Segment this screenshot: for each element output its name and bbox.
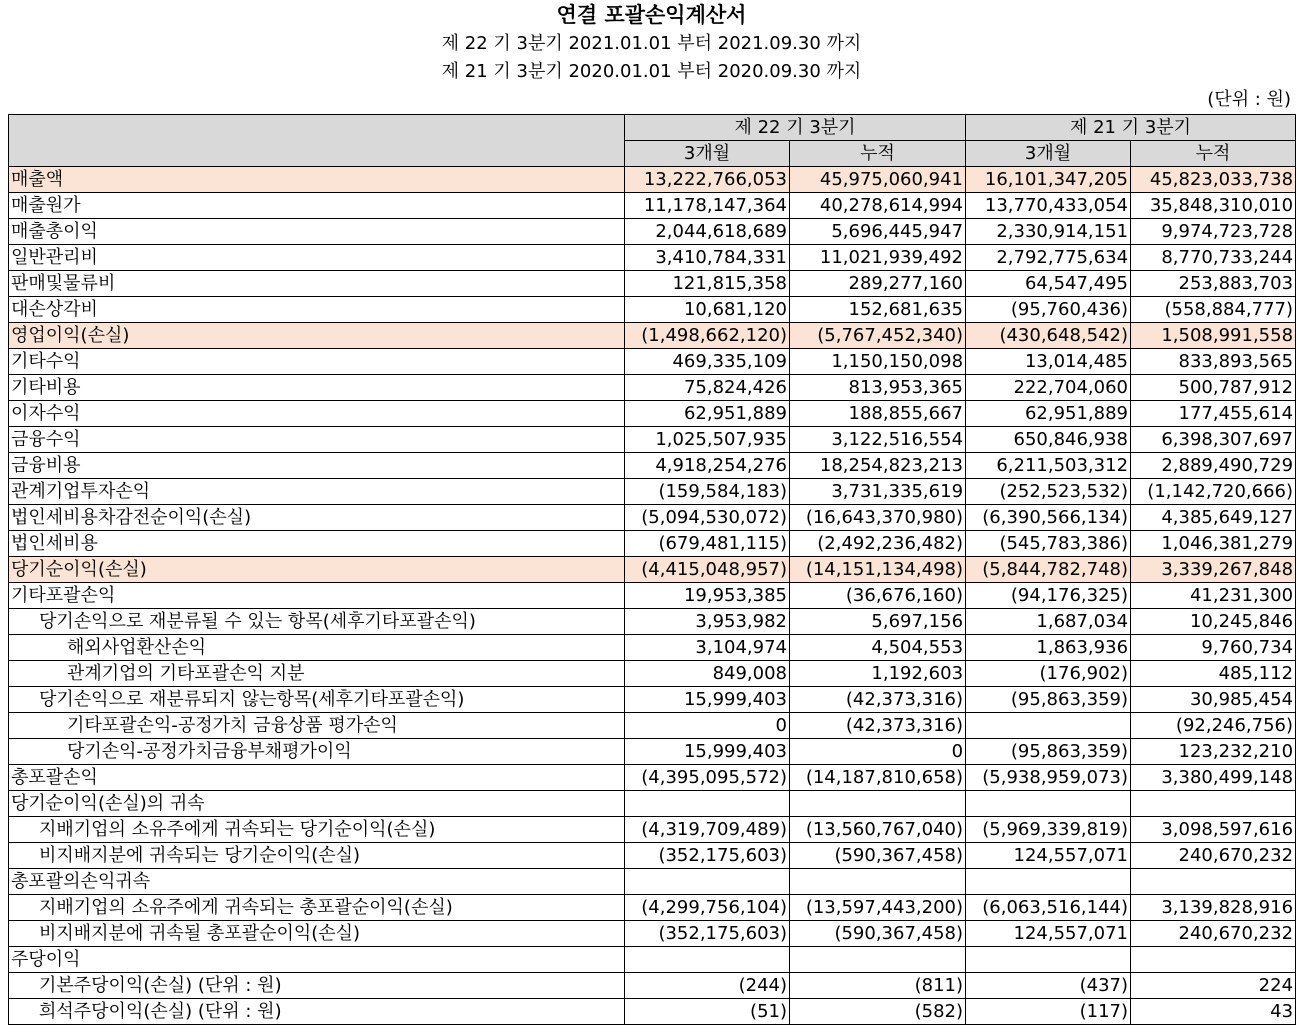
amount-cell: 10,681,120 [625, 297, 790, 323]
amount-cell: (95,863,359) [966, 739, 1131, 765]
header-current-3m: 3개월 [625, 141, 790, 167]
account-label: 비지배지분에 귀속될 총포괄순이익(손실) [9, 921, 625, 947]
amount-cell: 849,008 [625, 661, 790, 687]
table-row [9, 349, 1296, 375]
table-row [9, 531, 1296, 557]
table-row [9, 245, 1296, 271]
amount-cell: (558,884,777) [1131, 297, 1296, 323]
amount-cell: 289,277,160 [790, 271, 966, 297]
account-label: 법인세비용차감전순이익(손실) [9, 505, 625, 531]
header-row-groups [9, 115, 1296, 141]
table-row [9, 921, 1296, 947]
amount-cell [790, 869, 966, 895]
amount-cell: (590,367,458) [790, 843, 966, 869]
amount-cell: (36,676,160) [790, 583, 966, 609]
table-row [9, 271, 1296, 297]
table-row [9, 973, 1296, 999]
amount-cell: 45,823,033,738 [1131, 167, 1296, 193]
amount-cell: 3,122,516,554 [790, 427, 966, 453]
account-label: 지배기업의 소유주에게 귀속되는 총포괄순이익(손실) [9, 895, 625, 921]
table-row [9, 765, 1296, 791]
amount-cell [966, 713, 1131, 739]
table-row [9, 739, 1296, 765]
amount-cell [966, 947, 1131, 973]
amount-cell: 62,951,889 [966, 401, 1131, 427]
account-label: 이자수익 [9, 401, 625, 427]
amount-cell: (430,648,542) [966, 323, 1131, 349]
account-label: 기타포괄손익-공정가치 금융상품 평가손익 [9, 713, 625, 739]
account-label: 주당이익 [9, 947, 625, 973]
account-label: 당기순이익(손실)의 귀속 [9, 791, 625, 817]
amount-cell: (42,373,316) [790, 687, 966, 713]
amount-cell [1131, 947, 1296, 973]
table-row [9, 895, 1296, 921]
amount-cell: 1,192,603 [790, 661, 966, 687]
account-label: 대손상각비 [9, 297, 625, 323]
amount-cell: 3,380,499,148 [1131, 765, 1296, 791]
amount-cell: (14,187,810,658) [790, 765, 966, 791]
header-prior-3m: 3개월 [966, 141, 1131, 167]
amount-cell: 45,975,060,941 [790, 167, 966, 193]
amount-cell: (252,523,532) [966, 479, 1131, 505]
period-current: 제 22 기 3분기 2021.01.01 부터 2021.09.30 까지 [441, 33, 862, 54]
account-label: 기타비용 [9, 375, 625, 401]
amount-cell: 4,504,553 [790, 635, 966, 661]
amount-cell: (95,760,436) [966, 297, 1131, 323]
amount-cell: 16,101,347,205 [966, 167, 1131, 193]
amount-cell: 3,104,974 [625, 635, 790, 661]
amount-cell [966, 869, 1131, 895]
amount-cell: 3,731,335,619 [790, 479, 966, 505]
amount-cell: (4,319,709,489) [625, 817, 790, 843]
amount-cell [790, 947, 966, 973]
amount-cell: 123,232,210 [1131, 739, 1296, 765]
amount-cell: 62,951,889 [625, 401, 790, 427]
table-row [9, 167, 1296, 193]
header-prior-period: 제 21 기 3분기 [966, 115, 1296, 141]
amount-cell: 75,824,426 [625, 375, 790, 401]
amount-cell: 124,557,071 [966, 843, 1131, 869]
amount-cell: 4,918,254,276 [625, 453, 790, 479]
header-current-period: 제 22 기 3분기 [625, 115, 966, 141]
amount-cell: (5,844,782,748) [966, 557, 1131, 583]
amount-cell: 253,883,703 [1131, 271, 1296, 297]
amount-cell: (95,863,359) [966, 687, 1131, 713]
account-label: 당기순이익(손실) [9, 557, 625, 583]
amount-cell: 6,398,307,697 [1131, 427, 1296, 453]
table-row [9, 557, 1296, 583]
amount-cell: 15,999,403 [625, 739, 790, 765]
amount-cell: 1,508,991,558 [1131, 323, 1296, 349]
table-row [9, 375, 1296, 401]
amount-cell: 4,385,649,127 [1131, 505, 1296, 531]
amount-cell: 222,704,060 [966, 375, 1131, 401]
amount-cell [625, 869, 790, 895]
amount-cell: (42,373,316) [790, 713, 966, 739]
amount-cell [1131, 791, 1296, 817]
amount-cell: 2,330,914,151 [966, 219, 1131, 245]
unit-label: (단위 : 원) [1207, 89, 1291, 110]
amount-cell: 5,697,156 [790, 609, 966, 635]
amount-cell: 3,339,267,848 [1131, 557, 1296, 583]
account-label: 기타포괄손익 [9, 583, 625, 609]
table-row [9, 453, 1296, 479]
amount-cell [625, 947, 790, 973]
amount-cell: 0 [790, 739, 966, 765]
amount-cell [790, 791, 966, 817]
account-label: 매출원가 [9, 193, 625, 219]
account-label: 총포괄손익 [9, 765, 625, 791]
amount-cell: (176,902) [966, 661, 1131, 687]
amount-cell: 19,953,385 [625, 583, 790, 609]
amount-cell: 2,044,618,689 [625, 219, 790, 245]
amount-cell: (13,597,443,200) [790, 895, 966, 921]
account-label: 관계기업투자손익 [9, 479, 625, 505]
amount-cell: 3,953,982 [625, 609, 790, 635]
amount-cell: 1,025,507,935 [625, 427, 790, 453]
table-row [9, 297, 1296, 323]
amount-cell: (545,783,386) [966, 531, 1131, 557]
amount-cell: 240,670,232 [1131, 843, 1296, 869]
amount-cell: 5,696,445,947 [790, 219, 966, 245]
table-row [9, 661, 1296, 687]
table-row [9, 401, 1296, 427]
header-account-cell [9, 115, 625, 167]
amount-cell: (437) [966, 973, 1131, 999]
amount-cell: 469,335,109 [625, 349, 790, 375]
account-label: 매출총이익 [9, 219, 625, 245]
amount-cell: 10,245,846 [1131, 609, 1296, 635]
amount-cell: 40,278,614,994 [790, 193, 966, 219]
amount-cell: (5,938,959,073) [966, 765, 1131, 791]
amount-cell: 224 [1131, 973, 1296, 999]
amount-cell: 6,211,503,312 [966, 453, 1131, 479]
amount-cell: 3,410,784,331 [625, 245, 790, 271]
table-row [9, 479, 1296, 505]
period-prior: 제 21 기 3분기 2020.01.01 부터 2020.09.30 까지 [441, 61, 862, 82]
amount-cell: (4,299,756,104) [625, 895, 790, 921]
amount-cell: 15,999,403 [625, 687, 790, 713]
account-label: 기타수익 [9, 349, 625, 375]
amount-cell: (92,246,756) [1131, 713, 1296, 739]
account-label: 법인세비용 [9, 531, 625, 557]
amount-cell: (51) [625, 999, 790, 1025]
amount-cell: (4,415,048,957) [625, 557, 790, 583]
amount-cell: 2,889,490,729 [1131, 453, 1296, 479]
table-row [9, 583, 1296, 609]
amount-cell [625, 791, 790, 817]
amount-cell: (5,969,339,819) [966, 817, 1131, 843]
table-row [9, 817, 1296, 843]
account-label: 당기손익-공정가치금융부채평가이익 [9, 739, 625, 765]
amount-cell: (16,643,370,980) [790, 505, 966, 531]
amount-cell: 121,815,358 [625, 271, 790, 297]
income-statement-table [8, 114, 1296, 1025]
amount-cell: 9,760,734 [1131, 635, 1296, 661]
amount-cell: 813,953,365 [790, 375, 966, 401]
amount-cell: (14,151,134,498) [790, 557, 966, 583]
account-label: 금융비용 [9, 453, 625, 479]
amount-cell: 500,787,912 [1131, 375, 1296, 401]
account-label: 일반관리비 [9, 245, 625, 271]
account-label: 영업이익(손실) [9, 323, 625, 349]
amount-cell: (582) [790, 999, 966, 1025]
amount-cell: 35,848,310,010 [1131, 193, 1296, 219]
statement-title: 연결 포괄손익계산서 [556, 3, 747, 27]
amount-cell: 30,985,454 [1131, 687, 1296, 713]
table-row [9, 999, 1296, 1025]
amount-cell: 152,681,635 [790, 297, 966, 323]
account-label: 당기손익으로 재분류되지 않는항목(세후기타포괄손익) [9, 687, 625, 713]
amount-cell: (1,142,720,666) [1131, 479, 1296, 505]
account-label: 당기손익으로 재분류될 수 있는 항목(세후기타포괄손익) [9, 609, 625, 635]
amount-cell: 0 [625, 713, 790, 739]
amount-cell: 124,557,071 [966, 921, 1131, 947]
amount-cell [1131, 869, 1296, 895]
amount-cell: 64,547,495 [966, 271, 1131, 297]
account-label: 기본주당이익(손실) (단위 : 원) [9, 973, 625, 999]
amount-cell: (5,767,452,340) [790, 323, 966, 349]
table-row [9, 713, 1296, 739]
amount-cell: (13,560,767,040) [790, 817, 966, 843]
account-label: 비지배지분에 귀속되는 당기순이익(손실) [9, 843, 625, 869]
amount-cell: 13,770,433,054 [966, 193, 1131, 219]
statement-body [9, 167, 1296, 1025]
amount-cell: 485,112 [1131, 661, 1296, 687]
account-label: 관계기업의 기타포괄손익 지분 [9, 661, 625, 687]
account-label: 매출액 [9, 167, 625, 193]
amount-cell: (117) [966, 999, 1131, 1025]
amount-cell: 43 [1131, 999, 1296, 1025]
amount-cell: (6,063,516,144) [966, 895, 1131, 921]
amount-cell: 1,150,150,098 [790, 349, 966, 375]
account-label: 희석주당이익(손실) (단위 : 원) [9, 999, 625, 1025]
amount-cell: (2,492,236,482) [790, 531, 966, 557]
amount-cell: 3,098,597,616 [1131, 817, 1296, 843]
amount-cell: 41,231,300 [1131, 583, 1296, 609]
amount-cell: 650,846,938 [966, 427, 1131, 453]
amount-cell: 1,046,381,279 [1131, 531, 1296, 557]
table-row [9, 609, 1296, 635]
amount-cell: 177,455,614 [1131, 401, 1296, 427]
amount-cell: 1,687,034 [966, 609, 1131, 635]
account-label: 지배기업의 소유주에게 귀속되는 당기순이익(손실) [9, 817, 625, 843]
amount-cell: 13,222,766,053 [625, 167, 790, 193]
table-row [9, 687, 1296, 713]
amount-cell: (94,176,325) [966, 583, 1131, 609]
header-current-cumulative: 누적 [790, 141, 966, 167]
amount-cell: (679,481,115) [625, 531, 790, 557]
account-label: 판매및물류비 [9, 271, 625, 297]
amount-cell: (1,498,662,120) [625, 323, 790, 349]
amount-cell: 833,893,565 [1131, 349, 1296, 375]
table-row [9, 219, 1296, 245]
table-row [9, 323, 1296, 349]
amount-cell: 18,254,823,213 [790, 453, 966, 479]
amount-cell: 8,770,733,244 [1131, 245, 1296, 271]
amount-cell: (590,367,458) [790, 921, 966, 947]
amount-cell: (4,395,095,572) [625, 765, 790, 791]
amount-cell: 240,670,232 [1131, 921, 1296, 947]
amount-cell: 11,178,147,364 [625, 193, 790, 219]
table-row [9, 947, 1296, 973]
table-row [9, 635, 1296, 661]
amount-cell: 13,014,485 [966, 349, 1131, 375]
amount-cell: (352,175,603) [625, 843, 790, 869]
account-label: 해외사업환산손익 [9, 635, 625, 661]
amount-cell: (5,094,530,072) [625, 505, 790, 531]
amount-cell: 9,974,723,728 [1131, 219, 1296, 245]
account-label: 총포괄의손익귀속 [9, 869, 625, 895]
amount-cell [966, 791, 1131, 817]
table-row [9, 869, 1296, 895]
table-row [9, 193, 1296, 219]
amount-cell: (811) [790, 973, 966, 999]
table-row [9, 843, 1296, 869]
account-label: 금융수익 [9, 427, 625, 453]
amount-cell: 2,792,775,634 [966, 245, 1131, 271]
amount-cell: 3,139,828,916 [1131, 895, 1296, 921]
amount-cell: (244) [625, 973, 790, 999]
amount-cell: (352,175,603) [625, 921, 790, 947]
amount-cell: (159,584,183) [625, 479, 790, 505]
amount-cell: 188,855,667 [790, 401, 966, 427]
amount-cell: (6,390,566,134) [966, 505, 1131, 531]
header-prior-cumulative: 누적 [1131, 141, 1296, 167]
table-row [9, 791, 1296, 817]
table-row [9, 427, 1296, 453]
amount-cell: 11,021,939,492 [790, 245, 966, 271]
amount-cell: 1,863,936 [966, 635, 1131, 661]
table-row [9, 505, 1296, 531]
